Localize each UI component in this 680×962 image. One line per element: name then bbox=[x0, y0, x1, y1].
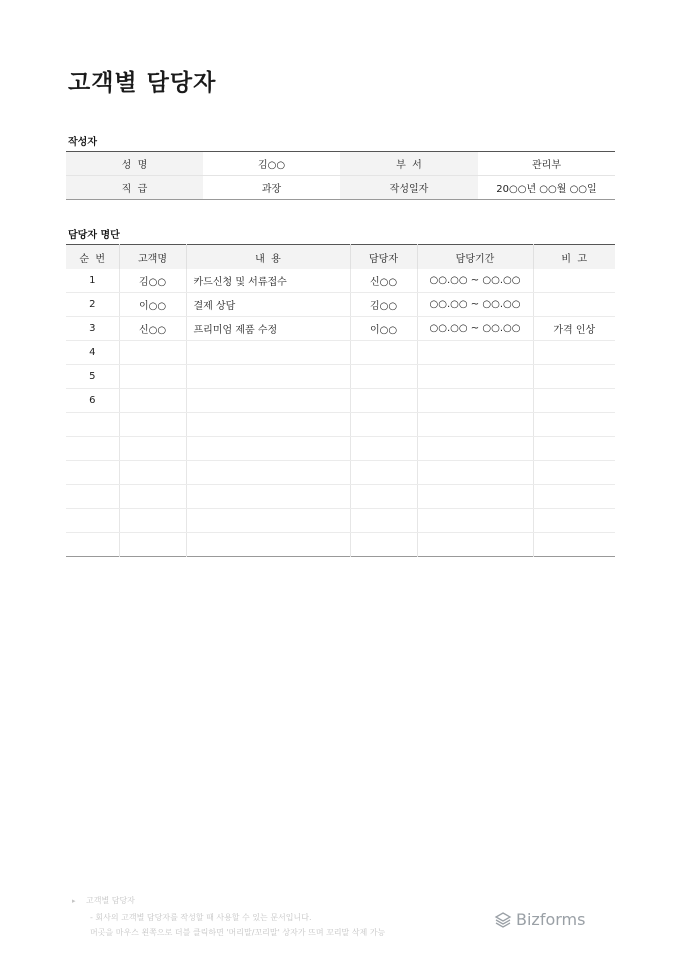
info-value-cell[interactable]: 과장 bbox=[261, 184, 282, 195]
table-cell[interactable] bbox=[350, 461, 417, 485]
writer-info-row bbox=[66, 152, 615, 176]
info-value-cell[interactable]: 관리부 bbox=[478, 152, 615, 176]
logo-text: Bizforms bbox=[516, 910, 586, 929]
table-cell[interactable] bbox=[186, 341, 350, 365]
table-cell[interactable]: 프리미엄 제품 수정 bbox=[186, 317, 350, 341]
table-cell[interactable] bbox=[533, 509, 615, 533]
table-cell[interactable] bbox=[66, 533, 119, 557]
table-cell[interactable] bbox=[186, 413, 350, 437]
table-row bbox=[66, 533, 615, 557]
table-cell[interactable] bbox=[417, 509, 533, 533]
table-cell[interactable] bbox=[417, 437, 533, 461]
table-cell[interactable]: 3 bbox=[66, 317, 119, 341]
table-row bbox=[66, 317, 615, 341]
table-cell[interactable] bbox=[119, 533, 186, 557]
table-cell[interactable] bbox=[533, 437, 615, 461]
layers-icon bbox=[494, 911, 512, 929]
table-cell[interactable]: 6 bbox=[66, 389, 119, 413]
table-cell[interactable] bbox=[533, 293, 615, 317]
table-cell[interactable]: ○○.○○ ~ ○○.○○ bbox=[417, 293, 533, 317]
table-cell[interactable]: 결제 상담 bbox=[186, 293, 350, 317]
table-row bbox=[66, 461, 615, 485]
column-header: 내 용 bbox=[186, 245, 350, 270]
table-cell[interactable] bbox=[417, 485, 533, 509]
footer-heading: 고객별 담당자 bbox=[86, 896, 135, 905]
table-cell[interactable]: 2 bbox=[66, 293, 119, 317]
table-cell[interactable]: 김○○ bbox=[350, 293, 417, 317]
info-label-cell: 작성일자 bbox=[340, 176, 478, 200]
info-value-cell[interactable]: 20○○년 ○○월 ○○일 bbox=[496, 184, 597, 195]
column-header: 담당기간 bbox=[417, 245, 533, 270]
info-value-cell[interactable]: 김○○ bbox=[203, 152, 340, 176]
table-cell[interactable] bbox=[119, 389, 186, 413]
writer-section-label: 작성자 bbox=[68, 137, 97, 148]
table-row bbox=[66, 485, 615, 509]
table-cell[interactable] bbox=[186, 509, 350, 533]
info-label-cell: 부 서 bbox=[340, 152, 478, 176]
table-cell[interactable] bbox=[119, 461, 186, 485]
table-row bbox=[66, 389, 615, 413]
table-cell[interactable] bbox=[533, 365, 615, 389]
table-cell[interactable] bbox=[417, 341, 533, 365]
page-title: 고객별 담당자 bbox=[68, 70, 217, 96]
info-label-cell: 성 명 bbox=[66, 152, 203, 176]
table-cell[interactable] bbox=[417, 389, 533, 413]
table-cell[interactable] bbox=[119, 413, 186, 437]
info-label-cell: 직 급 bbox=[66, 176, 203, 200]
table-cell[interactable]: 이○○ bbox=[350, 317, 417, 341]
table-cell[interactable] bbox=[350, 365, 417, 389]
footer-note bbox=[72, 893, 385, 941]
table-cell[interactable] bbox=[533, 389, 615, 413]
table-cell[interactable] bbox=[350, 341, 417, 365]
table-row bbox=[66, 365, 615, 389]
table-row bbox=[66, 509, 615, 533]
table-cell[interactable] bbox=[533, 341, 615, 365]
table-cell[interactable] bbox=[119, 509, 186, 533]
footer-line-1: - 회사의 고객별 담당자를 작성할 때 사용할 수 있는 문서입니다. bbox=[90, 912, 312, 922]
manager-list-table bbox=[66, 244, 615, 557]
bizforms-logo bbox=[494, 910, 585, 929]
table-cell[interactable] bbox=[119, 437, 186, 461]
footer-line-2: 머곳을 마우스 왼쪽으로 더블 클릭하면 '머리말/꼬리말' 상자가 뜨며 꼬리말 삭제 가능 bbox=[90, 928, 386, 937]
table-cell[interactable] bbox=[186, 533, 350, 557]
table-cell[interactable] bbox=[66, 461, 119, 485]
table-cell[interactable] bbox=[417, 461, 533, 485]
table-cell[interactable]: 4 bbox=[66, 341, 119, 365]
table-cell[interactable]: 신○○ bbox=[350, 269, 417, 293]
table-cell[interactable] bbox=[66, 485, 119, 509]
table-cell[interactable] bbox=[66, 437, 119, 461]
table-cell[interactable] bbox=[350, 509, 417, 533]
table-cell[interactable] bbox=[533, 269, 615, 293]
table-cell[interactable] bbox=[533, 413, 615, 437]
table-cell[interactable] bbox=[119, 365, 186, 389]
column-header: 비 고 bbox=[533, 245, 615, 270]
table-cell[interactable]: 신○○ bbox=[119, 317, 186, 341]
table-cell[interactable] bbox=[417, 533, 533, 557]
table-cell[interactable]: 김○○ bbox=[119, 269, 186, 293]
table-cell[interactable] bbox=[350, 389, 417, 413]
table-cell[interactable] bbox=[119, 341, 186, 365]
table-cell[interactable] bbox=[186, 485, 350, 509]
table-cell[interactable] bbox=[533, 533, 615, 557]
writer-info-row bbox=[66, 176, 615, 200]
table-row bbox=[66, 293, 615, 317]
table-cell[interactable] bbox=[186, 389, 350, 413]
table-cell[interactable] bbox=[66, 509, 119, 533]
table-cell[interactable]: 카드신청 및 서류접수 bbox=[186, 269, 350, 293]
writer-info-table bbox=[66, 151, 615, 200]
table-cell[interactable] bbox=[350, 533, 417, 557]
table-cell[interactable] bbox=[66, 413, 119, 437]
table-cell[interactable] bbox=[350, 485, 417, 509]
table-cell[interactable] bbox=[186, 365, 350, 389]
table-cell[interactable] bbox=[417, 413, 533, 437]
table-cell[interactable] bbox=[119, 485, 186, 509]
table-row bbox=[66, 437, 615, 461]
table-cell[interactable]: 1 bbox=[66, 269, 119, 293]
triangle-bullet-icon: ▸ bbox=[72, 897, 76, 905]
table-cell[interactable]: 5 bbox=[66, 365, 119, 389]
table-row bbox=[66, 341, 615, 365]
table-row bbox=[66, 269, 615, 293]
table-cell[interactable] bbox=[417, 365, 533, 389]
table-cell[interactable]: ○○.○○ ~ ○○.○○ bbox=[417, 317, 533, 341]
table-cell[interactable]: 이○○ bbox=[119, 293, 186, 317]
table-row bbox=[66, 413, 615, 437]
table-cell[interactable] bbox=[350, 413, 417, 437]
column-header: 순 번 bbox=[66, 245, 119, 270]
column-header: 고객명 bbox=[119, 245, 186, 270]
table-cell[interactable] bbox=[350, 437, 417, 461]
table-cell[interactable]: ○○.○○ ~ ○○.○○ bbox=[417, 269, 533, 293]
table-cell[interactable] bbox=[186, 461, 350, 485]
column-header: 담당자 bbox=[350, 245, 417, 270]
manager-section-label: 담당자 명단 bbox=[68, 230, 120, 241]
table-cell[interactable] bbox=[186, 437, 350, 461]
table-cell[interactable] bbox=[533, 485, 615, 509]
table-cell[interactable]: 가격 인상 bbox=[533, 317, 615, 341]
table-cell[interactable] bbox=[533, 461, 615, 485]
